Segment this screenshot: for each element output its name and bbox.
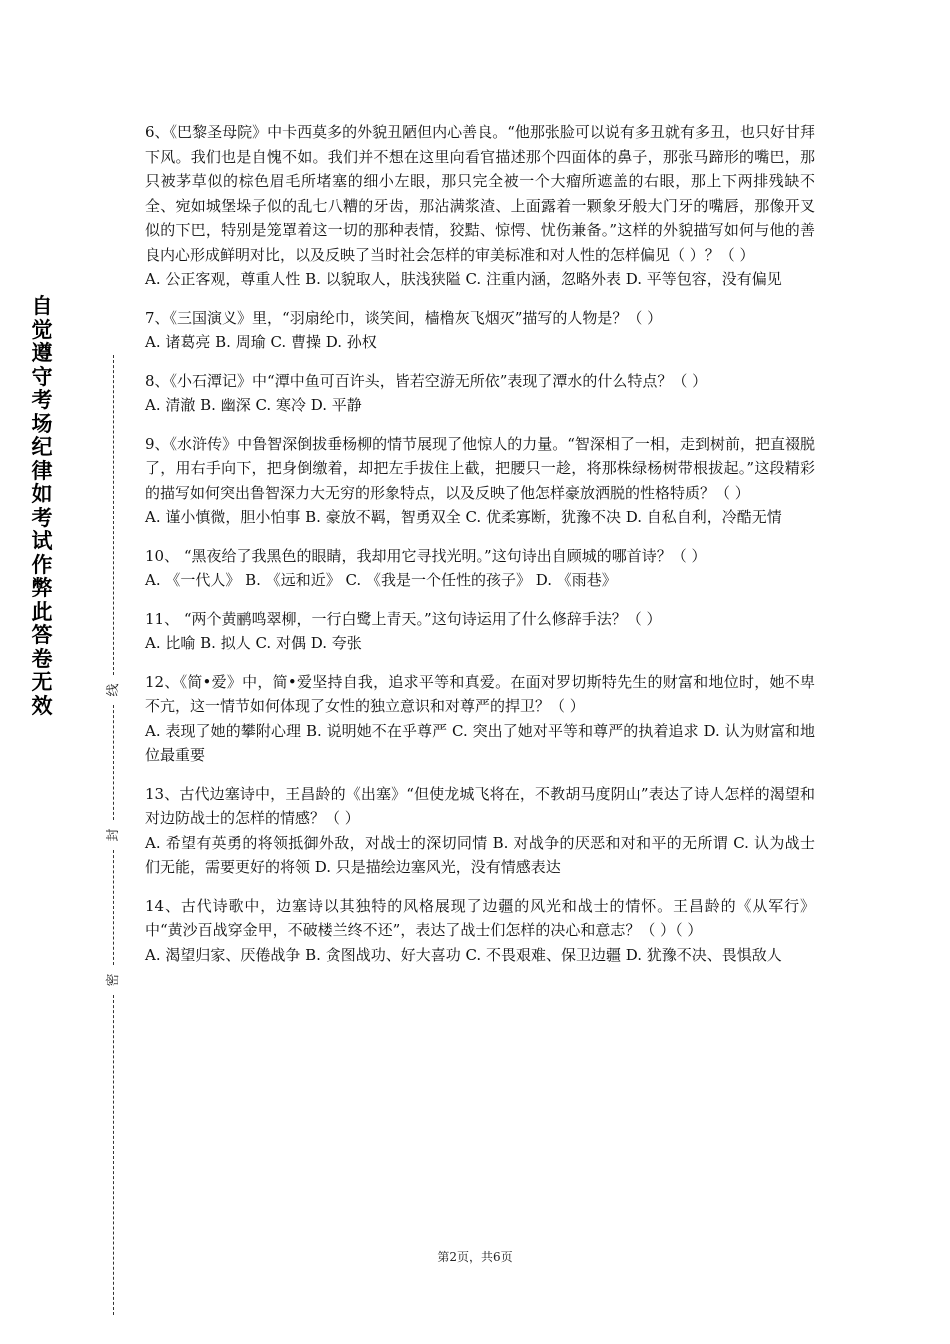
question-options: A. 诸葛亮 B. 周瑜 C. 曹操 D. 孙权 <box>145 333 377 351</box>
question-options: A. 比喻 B. 拟人 C. 对偶 D. 夸张 <box>145 634 362 652</box>
question-list <box>145 120 815 981</box>
question-9 <box>145 432 815 530</box>
question-text: 14、古代诗歌中，边塞诗以其独特的风格展现了边疆的风光和战士的情怀。王昌龄的《从军行》中“黄沙百战穿金甲，不破楼兰终不还”，表达了战士们怎样的决心和意志？（ ）（ ） <box>145 896 815 939</box>
binding-dashed-line <box>113 705 114 820</box>
page-number: 第2页，共6页 <box>437 1250 513 1264</box>
question-11 <box>145 607 815 656</box>
question-text: 9、《水浒传》中鲁智深倒拔垂杨柳的情节展现了他惊人的力量。“智深相了一相，走到树前，把直裰脱了，用右手向下，把身倒缴着，却把左手拔住上截，把腰只一趁，将那株绿杨树带根拔起。”这段精彩的描写如何突出鲁智深力大无穷的形象特点，以及反映了他怎样豪放洒脱的性格特质？（ ） <box>145 434 815 502</box>
question-7 <box>145 306 815 355</box>
question-text: 6、《巴黎圣母院》中卡西莫多的外貌丑陋但内心善良。“他那张脸可以说有多丑就有多丑，也只好甘拜下风。我们也是自愧不如。我们并不想在这里向看官描述那个四面体的鼻子，那张马蹄形的嘴巴，那只被茅草似的棕色眉毛所堵塞的细小左眼，那只完全被一个大瘤所遮盖的右眼，那上下两排残缺不全、宛如城堡垛子似的乱七八糟的牙齿，那沾满浆渣、上面露着一颗象牙般大门牙的嘴唇，那像开叉似的下巴，特别是笼罩着这一切的那种表情，狡黠、惊愕、忧伤兼备。”这样的外貌描写如何与他的善良内心形成鲜明对比，以及反映了当时社会怎样的审美标准和对人性的怎样偏见（ ）？（ ） <box>145 123 815 264</box>
question-text: 10、 “黑夜给了我黑色的眼睛，我却用它寻找光明。”这句诗出自顾城的哪首诗？（ ） <box>145 546 707 565</box>
question-text: 13、古代边塞诗中，王昌龄的《出塞》“但使龙城飞将在，不教胡马度阴山”表达了诗人怎样的渴望和对边防战士的怎样的情感？（ ） <box>145 784 815 827</box>
binding-dashed-line <box>113 995 114 1315</box>
question-8 <box>145 369 815 418</box>
question-options: A. 表现了她的攀附心理 B. 说明她不在乎尊严 C. 突出了她对平等和尊严的执着追求 D. 认为财富和地位最重要 <box>145 721 815 764</box>
question-14 <box>145 894 815 968</box>
question-options: A. 谨小慎微，胆小怕事 B. 豪放不羁，智勇双全 C. 优柔寡断，犹豫不决 D. 自私自利，冷酷无情 <box>145 508 782 526</box>
binding-dashed-line <box>113 850 114 965</box>
question-6 <box>145 120 815 292</box>
binding-label-feng: 封 <box>106 828 121 842</box>
exam-discipline-notice: 自觉遵守考场纪律如考试作弊此答卷无效 <box>31 294 53 718</box>
question-options: A. 清澈 B. 幽深 C. 寒冷 D. 平静 <box>145 396 362 414</box>
question-text: 12、《简•爱》中，简•爱坚持自我，追求平等和真爱。在面对罗切斯特先生的财富和地位时，她不卑不亢，这一情节如何体现了女性的独立意识和对尊严的捍卫？（ ） <box>145 672 815 715</box>
question-13 <box>145 782 815 880</box>
question-text: 11、 “两个黄鹂鸣翠柳，一行白鹭上青天。”这句诗运用了什么修辞手法？（ ） <box>145 609 662 628</box>
binding-label-xian: 线 <box>106 683 121 697</box>
question-options: A. 公正客观，尊重人性 B. 以貌取人，肤浅狭隘 C. 注重内涵，忽略外表 D. 平等包容，没有偏见 <box>145 270 782 288</box>
question-12 <box>145 670 815 768</box>
question-text: 8、《小石潭记》中“潭中鱼可百许头，皆若空游无所依”表现了潭水的什么特点？（ ） <box>145 371 708 390</box>
question-text: 7、《三国演义》里，“羽扇纶巾，谈笑间，樯橹灰飞烟灭”描写的人物是？（ ） <box>145 308 663 327</box>
binding-dashed-line <box>113 355 114 675</box>
question-10 <box>145 544 815 593</box>
question-options: A. 希望有英勇的将领抵御外敌，对战士的深切同情 B. 对战争的厌恶和对和平的无所谓 C. 认为战士们无能，需要更好的将领 D. 只是描绘边塞风光，没有情感表达 <box>145 833 815 876</box>
binding-label-mi: 密 <box>106 973 121 987</box>
question-options: A. 渴望归家、厌倦战争 B. 贪图战功、好大喜功 C. 不畏艰难、保卫边疆 D. 犹豫不决、畏惧敌人 <box>145 945 782 964</box>
question-options: A. 《一代人》 B. 《远和近》 C. 《我是一个任性的孩子》 D. 《雨巷》 <box>145 571 617 589</box>
